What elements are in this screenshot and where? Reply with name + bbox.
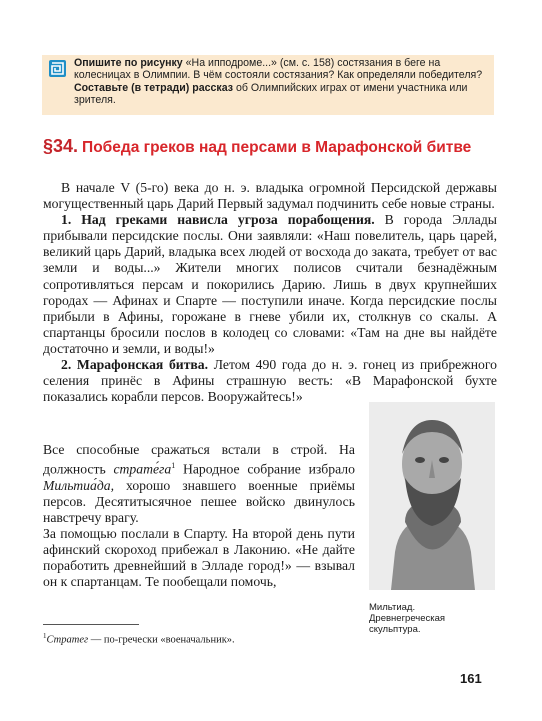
- paragraph-2: [43, 357, 497, 405]
- image-caption: Мильтиад. Древнегреческая скульптура.: [369, 602, 446, 635]
- section-number: §34.: [43, 136, 79, 156]
- miltiades-bust-image: [369, 402, 495, 590]
- paragraph-1-title: 1. Над греками нависла угроза порабощения.: [61, 212, 375, 228]
- body-text-full: [43, 180, 497, 405]
- task-line2-bold: Составьте (в тетради) рассказ: [74, 81, 233, 94]
- paragraph-4: За помощью послали в Спарту. На второй день пути афинский скороход прибежал в Лаконию. «Не дайте поработить древнейший в Элладе город!» — взывал он к спартанцам. Те пообещали помочь,: [43, 526, 355, 590]
- paragraph-3-mid: Народное собрание избрало: [175, 461, 355, 477]
- term-strateg: страте́га: [113, 461, 172, 477]
- footnote-term: Стратег: [46, 634, 89, 646]
- intro-paragraph: В начале V (5-го) века до н. э. владыка огромной Персидской державы могущественный царь Дарий Первый задумал подчинить себе новые страны.: [43, 180, 497, 212]
- paragraph-3: [43, 442, 355, 526]
- paragraph-3-start: Все способные сражаться встали в строй. На должность: [43, 442, 355, 477]
- paragraph-1: [43, 212, 497, 357]
- task-line2-text: об Олимпийских играх от имени участника или зрителя.: [74, 81, 468, 107]
- section-title: Победа греков над персами в Марафонской битве: [82, 139, 472, 156]
- task-line1-text: «На ипподроме...» (см. с. 158) состязания в беге на колесницах в Олимпии. В чём состояли состязания? Как определяли победителя?: [74, 57, 483, 82]
- body-text-narrow: [43, 442, 355, 590]
- footnote-marker: 1: [43, 632, 47, 640]
- name-miltiad: Мильтиа́да,: [43, 477, 115, 493]
- footnote-text: — по-гречески «военачальник».: [88, 634, 235, 646]
- paragraph-2-text: Летом 490 года до н. э. гонец из прибрежного селения принёс в Афины страшную весть: «В Марафонской бухте показались корабли персов. Вооружайтесь!»: [43, 357, 497, 405]
- task-text: [74, 57, 486, 107]
- footnote-divider: [43, 624, 139, 625]
- paragraph-3-end: хорошо знавшего военные приёмы персов. Десятитысячное пешее войско двинулось навстречу врагу.: [43, 477, 355, 525]
- task-line1-bold: Опишите по рисунку: [74, 57, 183, 69]
- paragraph-2-title: 2. Марафонская битва.: [61, 357, 209, 373]
- page-number: 161: [460, 671, 482, 686]
- section-heading: [43, 138, 503, 156]
- task-icon: [49, 60, 66, 77]
- footnote: [43, 630, 363, 647]
- footnote-ref: 1: [171, 461, 176, 471]
- paragraph-1-text: В города Эллады прибывали персидские послы. Они заявляли: «Наш повелитель, царь царей, великий царь Дарий, владыка всех людей от восхода до заката, требует от вас земли и воды...» Жители многих полисов считали безнадёжным сопротивляться персам и покорились Дарию. Лишь в двух крупнейших городах — Афинах и Спарте — поступили иначе. Когда персидские послы прибыли в Афины, горожане в гневе убили их, столкнув со скалы. А спартанцы бросили послов в колодец со словами: «Там на дне вы найдёте достаточно и земли, и воды!»: [43, 212, 497, 356]
